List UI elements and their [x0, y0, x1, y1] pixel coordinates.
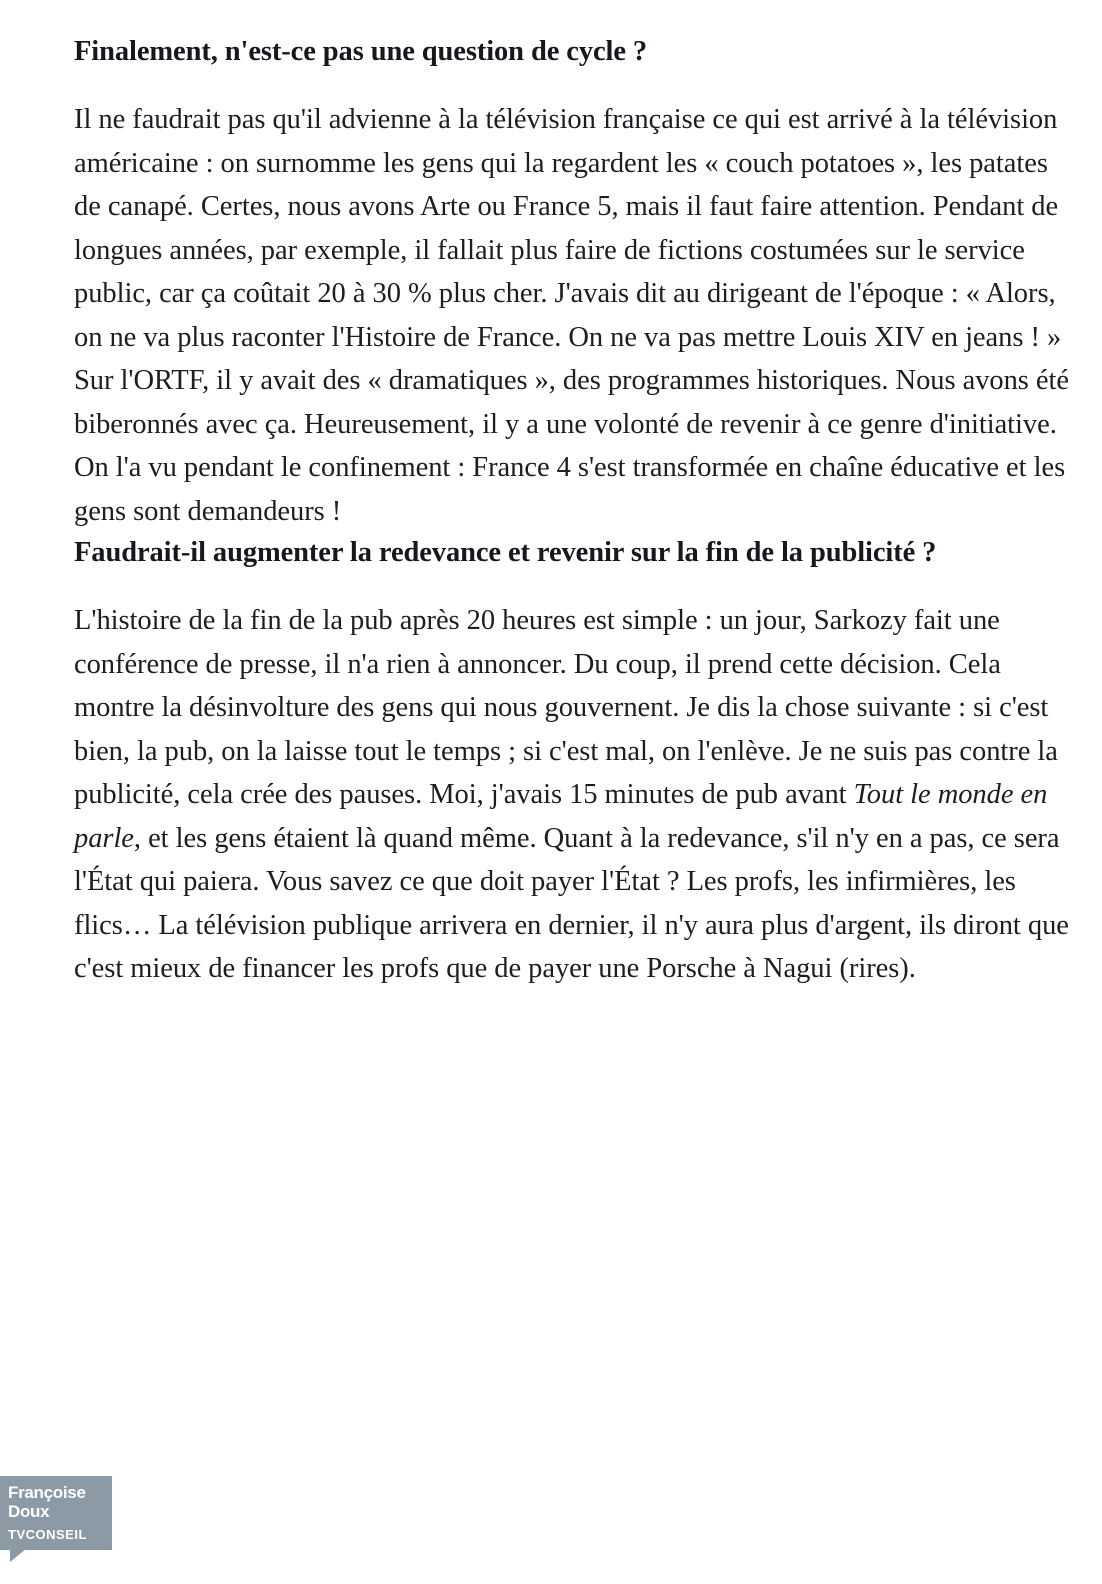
- answer-paragraph-2: [74, 599, 1074, 990]
- watermark-name: Françoise Doux: [8, 1482, 86, 1521]
- question-heading-2: Faudrait-il augmenter la redevance et revenir sur la fin de la publicité ?: [74, 537, 937, 568]
- watermark-logo: [0, 1476, 112, 1550]
- article-content: [74, 18, 1074, 991]
- question-heading-1: Finalement, n'est-ce pas une question de cycle ?: [74, 36, 648, 67]
- show-title-emphasis: Tout le monde en parle: [74, 779, 1048, 854]
- watermark-subtitle: TVCONSEIL: [8, 1527, 87, 1543]
- answer-paragraph-2-part-1: L'histoire de la fin de la pub après 20 heures est simple : un jour, Sarkozy fait une conférence de presse, il n'a rien à annoncer. Du coup, il prend cette décision. Cela montre la désinvolture des gens qui nous gouvernent. Je dis la chose suivante : si c'est bien, la pub, on la laisse tout le temps ; si c'est mal, on l'enlève. Je ne suis pas contre la publicité, cela crée des pauses. Moi, j'avais 15 minutes de pub avant: [74, 605, 1058, 811]
- answer-paragraph-2-part-3: , et les gens étaient là quand même. Quant à la redevance, s'il n'y en a pas, ce sera l'État qui paiera. Vous savez ce que doit payer l'État ? Les profs, les infirmières, les flics… La télévision publique arrivera en dernier, il n'y aura plus d'argent, ils diront que c'est mieux de financer les profs que de payer une Porsche à Nagui (rires).: [74, 822, 1069, 985]
- answer-paragraph-1: Il ne faudrait pas qu'il advienne à la télévision française ce qui est arrivé à la télévision américaine : on surnomme les gens qui la regardent les « couch potatoes », les patates de canapé. Certes, nous avons Arte ou France 5, mais il faut faire attention. Pendant de longues années, par exemple, il fallait plus faire de fictions costumées sur le service public, car ça coûtait 20 à 30 % plus cher. J'avais dit au dirigeant de l'époque : « Alors, on ne va plus raconter l'Histoire de France. On ne va pas mettre Louis XIV en jeans ! » Sur l'ORTF, il y avait des « dramatiques », des programmes historiques. Nous avons été biberonnés avec ça. Heureusement, il y a une volonté de revenir à ce genre d'initiative. On l'a vu pendant le confinement : France 4 s'est transformée en chaîne éducative et les gens sont demandeurs !: [74, 104, 1069, 527]
